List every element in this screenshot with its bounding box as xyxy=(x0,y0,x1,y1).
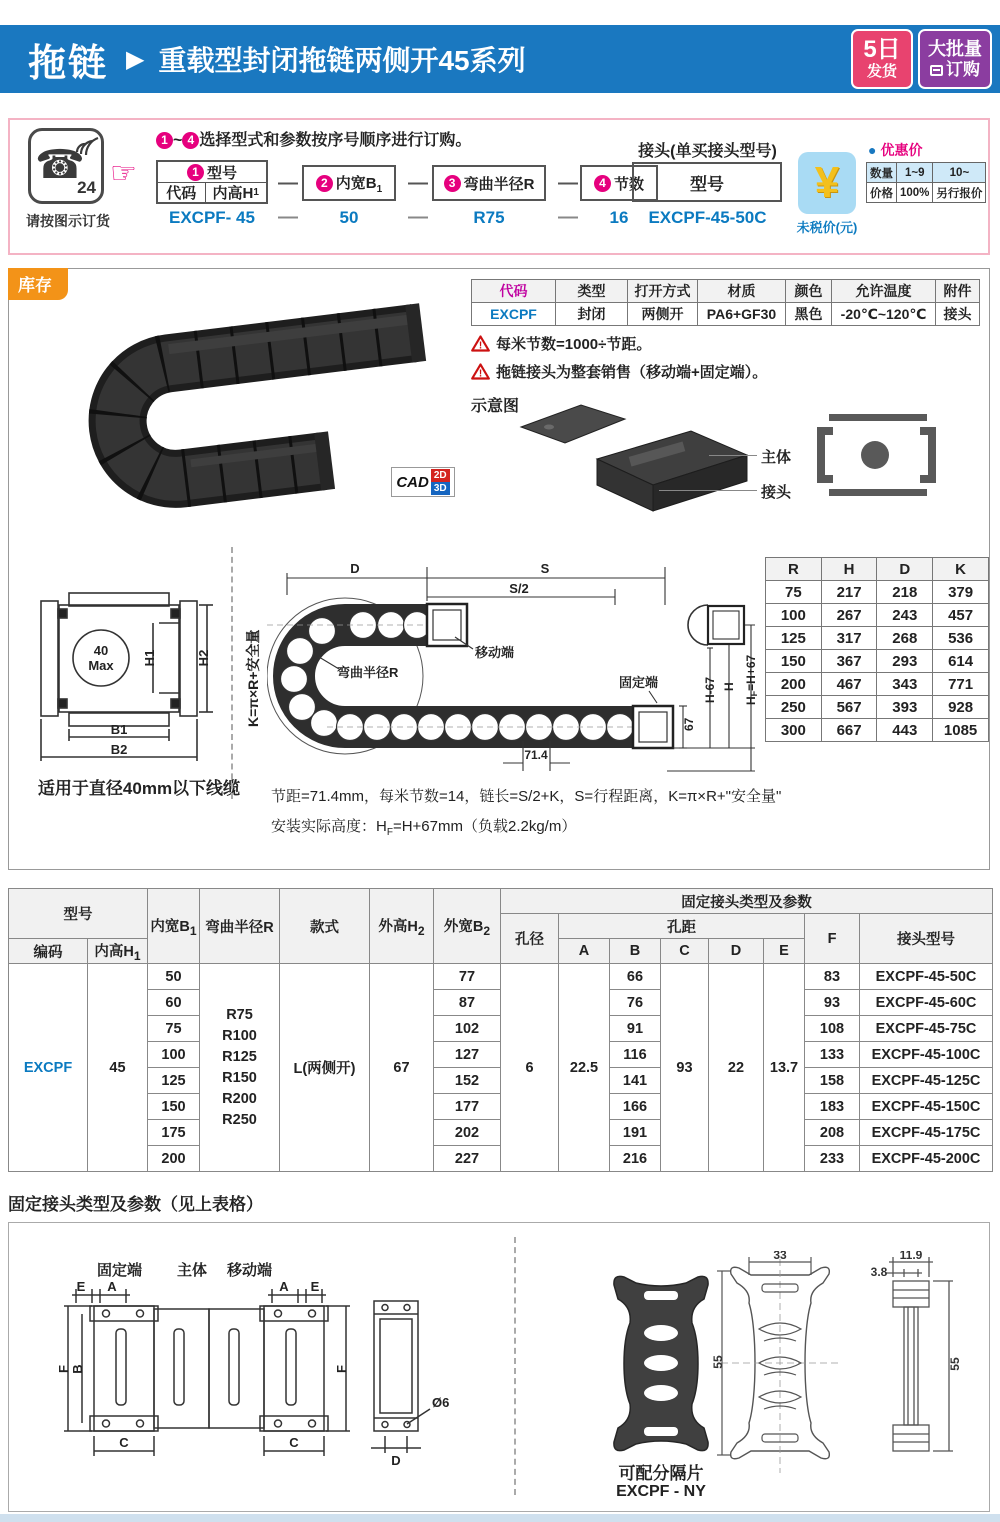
joint-model-value: EXCPF-45-50C xyxy=(648,208,767,227)
spec-v-acc: 接头 xyxy=(936,303,980,326)
product-photo xyxy=(24,293,454,515)
cad-3d-badge: 3D xyxy=(431,482,450,495)
svg-text:D: D xyxy=(350,561,360,576)
table-row: EXCPF 45 50 R75 R100 R125 R150 R200 R250 L(两侧开) 67 77 6 22.5 66 93 22 13.7 83 EXCPF-45-50C xyxy=(9,964,993,990)
order-by-diagram-caption: 请按图示订货 xyxy=(26,213,110,229)
svg-text:E: E xyxy=(76,1281,86,1294)
moving-end-label: 移动端 xyxy=(227,1262,273,1279)
step2-value: 50 xyxy=(339,208,359,227)
svg-text:!: ! xyxy=(478,340,483,352)
step3-value: R75 xyxy=(473,208,505,227)
svg-text:HF=H+67: HF=H+67 xyxy=(744,654,759,705)
arrow-icon: ▶ xyxy=(126,45,145,73)
promo-price-label: ● 优惠价 xyxy=(868,142,923,158)
svg-text:F: F xyxy=(56,1365,71,1373)
svg-text:B2: B2 xyxy=(110,742,128,757)
svg-text:C: C xyxy=(289,1435,299,1450)
table-row: 150 177 166 183 EXCPF-45-150C xyxy=(9,1094,993,1120)
svg-text:H: H xyxy=(722,682,736,691)
svg-text:移动端: 移动端 xyxy=(475,645,515,660)
spec-h-temp: 允许温度 xyxy=(832,280,936,303)
rhdk-row: 150 367 293 614 xyxy=(766,650,989,673)
svg-text:!: ! xyxy=(478,368,483,380)
spec-v-color: 黑色 xyxy=(786,303,832,326)
joint-drawings-panel xyxy=(8,1222,990,1512)
rhdk-row: 250 567 393 928 xyxy=(766,696,989,719)
bulk-badge-line1: 大批量 xyxy=(928,39,982,59)
step4-value: 16 xyxy=(609,208,629,227)
col-f: F xyxy=(805,914,860,964)
spec-v-code: EXCPF xyxy=(472,303,556,326)
svg-text:Max: Max xyxy=(88,658,114,673)
spec-h-open: 打开方式 xyxy=(628,280,698,303)
rhdk-row: 100 267 243 457 xyxy=(766,604,989,627)
dash-separator: — xyxy=(408,206,428,228)
separator-side-view xyxy=(857,1251,969,1481)
price-table xyxy=(866,162,986,203)
svg-text:C: C xyxy=(119,1435,129,1450)
warning-icon xyxy=(471,363,490,380)
cad-2d-badge: 2D xyxy=(431,469,450,482)
svg-text:55: 55 xyxy=(711,1355,725,1369)
warning-note-1: ! 每米节数=1000÷节距。 xyxy=(471,333,651,354)
table-row: 100 127 116 133 EXCPF-45-100C xyxy=(9,1042,993,1068)
divider-dashed xyxy=(514,1237,516,1495)
spec-v-open: 两侧开 xyxy=(628,303,698,326)
step2-width-box: 2 内宽$B_1$ xyxy=(302,165,396,201)
col-hole-pitch: 孔距 xyxy=(559,914,805,939)
col-hole-dia: 孔径 xyxy=(501,914,559,964)
svg-text:67: 67 xyxy=(682,717,696,731)
leader-line xyxy=(659,490,757,491)
step4-links-box: 4 节数 xyxy=(580,165,658,201)
ship-badge xyxy=(851,29,913,89)
svg-text:F: F xyxy=(334,1365,349,1373)
dash-separator: — xyxy=(278,206,298,228)
svg-text:H2: H2 xyxy=(196,649,211,667)
joint-section-header: 接头(单买接头型号) xyxy=(638,143,777,160)
rhdk-row: 300 667 443 1085 xyxy=(766,719,989,742)
schematic-title: 示意图 xyxy=(471,398,520,415)
cad-download-badge: CAD 2D 3D xyxy=(391,467,455,497)
bottom-section-title: 固定接头类型及参数（见上表格） xyxy=(8,1195,263,1214)
bullet-icon: ● xyxy=(868,142,877,158)
table-row: 125 152 141 158 EXCPF-45-125C xyxy=(9,1068,993,1094)
category-title: 拖链 xyxy=(28,42,109,85)
col-b1: 内宽$B_1$ xyxy=(148,889,200,964)
separator-front-view xyxy=(709,1251,854,1481)
page-title: 重载型封闭拖链两侧开45系列 xyxy=(158,45,526,76)
pen-icon xyxy=(930,65,943,76)
price-caption: 未税价(元) xyxy=(796,220,858,235)
warning-note-2: ! 拖链接头为整套销售（移动端+固定端）。 xyxy=(471,361,767,382)
svg-text:33: 33 xyxy=(773,1251,787,1262)
spec-h-acc: 附件 xyxy=(936,280,980,303)
col-a: A xyxy=(559,939,610,964)
rhdk-row: 125 317 268 536 xyxy=(766,627,989,650)
product-panel xyxy=(8,268,990,870)
bulk-order-badge xyxy=(918,29,992,89)
spec-table xyxy=(471,279,980,326)
bulk-badge-line2: 订购 xyxy=(920,60,990,80)
col-c: C xyxy=(661,939,709,964)
divider-dashed xyxy=(231,547,233,799)
svg-text:H1: H1 xyxy=(142,649,157,667)
svg-text:Ø6: Ø6 xyxy=(432,1395,450,1410)
series-code: EXCPF xyxy=(9,964,88,1172)
svg-text:E: E xyxy=(310,1281,320,1294)
chain-bend-diagram xyxy=(267,545,772,785)
col-joint-group: 固定接头类型及参数 xyxy=(501,889,993,914)
fixed-end-label: 固定端 xyxy=(97,1262,143,1279)
price-qty-header: 数量 xyxy=(867,163,897,183)
safety-margin-note: K=π×R+安全量 xyxy=(245,629,261,727)
rhdk-dimension-table: R H D K 75 217 218 379 100 267 243 457 125 317 268 536 150 367 293 614 200 467 343 771 250 567 393 928 300 667 443 1085 xyxy=(765,557,989,742)
rhdk-row: 75 217 218 379 xyxy=(766,581,989,604)
svg-text:40: 40 xyxy=(93,643,109,658)
svg-text:B1: B1 xyxy=(110,722,128,737)
pointing-hand-icon: ☞ xyxy=(110,157,137,190)
page-header xyxy=(0,25,1000,93)
cable-caption: 适用于直径40mm以下线缆 xyxy=(37,779,241,798)
svg-text:A: A xyxy=(107,1281,117,1294)
cross-section-drawing xyxy=(29,585,241,771)
spec-v-temp: -20℃~120℃ xyxy=(832,303,936,326)
svg-text:S/2: S/2 xyxy=(509,581,529,596)
col-model: 型号 xyxy=(9,889,148,939)
col-b2: 外宽$B_2$ xyxy=(434,889,501,964)
order-instruction: 1 ~ 4 选择型式和参数按序号顺序进行订购。 xyxy=(156,127,471,150)
order-guide-panel xyxy=(8,118,990,255)
table-row: 200 227 216 233 EXCPF-45-200C xyxy=(9,1146,993,1172)
price-price-header: 价格 xyxy=(867,183,897,203)
table-row: 75 102 91 108 EXCPF-45-75C xyxy=(9,1016,993,1042)
svg-text:D: D xyxy=(391,1453,401,1468)
spec-v-type: 封闭 xyxy=(556,303,628,326)
price-qty-range2: 10~ xyxy=(933,163,986,183)
radius-options: R75 R100 R125 R150 R200 R250 xyxy=(200,964,280,1172)
svg-text:A: A xyxy=(279,1281,289,1294)
joint-top-view-drawing xyxy=(809,409,944,501)
svg-text:55: 55 xyxy=(948,1357,962,1371)
schematic-body-label: 主体 xyxy=(761,449,792,466)
stock-badge: 库存 xyxy=(8,268,68,300)
col-b: B xyxy=(610,939,661,964)
formula-note-1: 节距=71.4mm，每米节数=14，链长=S/2+K，S=行程距离，K=π×R+"安全量" xyxy=(271,788,782,805)
phone-24-label: 24 xyxy=(77,178,96,197)
svg-text:3.8: 3.8 xyxy=(870,1265,888,1279)
step1-value: EXCPF- 45 xyxy=(169,208,255,227)
dash-separator: — xyxy=(278,172,298,194)
phone-24-icon xyxy=(28,128,104,204)
price-qty-range1: 1~9 xyxy=(897,163,933,183)
schematic-joint-label: 接头 xyxy=(761,484,792,501)
body-label: 主体 xyxy=(177,1262,208,1279)
col-h2: 外高$H_2$ xyxy=(370,889,434,964)
table-row: 60 87 76 93 EXCPF-45-60C xyxy=(9,990,993,1016)
col-e: E xyxy=(764,939,805,964)
step3-radius-box: 3 弯曲半径R xyxy=(432,165,546,201)
dash-separator: — xyxy=(558,172,578,194)
spec-h-material: 材质 xyxy=(698,280,786,303)
col-h1: 内高$H_1$ xyxy=(88,939,148,964)
telephone-icon: ☎ xyxy=(35,143,85,187)
spec-h-code: 代码 xyxy=(472,280,556,303)
col-d: D xyxy=(709,939,764,964)
joint-dimension-drawing xyxy=(34,1281,479,1486)
dash-separator: — xyxy=(408,172,428,194)
price-value1: 100% xyxy=(897,183,933,203)
rhdk-row: 200 467 343 771 xyxy=(766,673,989,696)
col-radius: 弯曲半径R xyxy=(200,889,280,964)
svg-text:固定端: 固定端 xyxy=(619,675,659,690)
svg-text:H-67: H-67 xyxy=(703,676,717,703)
price-value2: 另行报价 xyxy=(933,183,986,203)
separator-caption: 可配分隔片 xyxy=(618,1464,704,1483)
col-joint-model: 接头型号 xyxy=(860,914,993,964)
spec-h-color: 颜色 xyxy=(786,280,832,303)
separator-photo xyxy=(604,1271,719,1456)
svg-text:11.9: 11.9 xyxy=(899,1251,923,1262)
exploded-view-drawing xyxy=(509,397,759,515)
dash-separator: — xyxy=(558,206,578,228)
separator-model: EXCPF - NY xyxy=(616,1483,706,1500)
svg-text:B: B xyxy=(70,1364,85,1374)
spec-v-material: PA6+GF30 xyxy=(698,303,786,326)
spec-h-type: 类型 xyxy=(556,280,628,303)
col-code: 编码 xyxy=(9,939,88,964)
table-row: 175 202 191 208 EXCPF-45-175C xyxy=(9,1120,993,1146)
svg-text:S: S xyxy=(540,561,550,576)
yen-price-icon: ¥ xyxy=(798,152,856,214)
step1-model-box: 1 型号 代码 内高H 1 xyxy=(156,160,268,204)
ship-badge-text: 发货 xyxy=(866,63,897,80)
joint-model-box: 型号 xyxy=(632,162,782,202)
signal-waves-icon xyxy=(73,134,99,156)
page-bottom-strip xyxy=(0,1514,1000,1522)
formula-note-2: 安装实际高度：$H_F=H+67mm$（负载2.2kg/m） xyxy=(271,818,577,838)
col-style: 款式 xyxy=(280,889,370,964)
parameter-table xyxy=(8,888,993,1172)
ship-badge-days: 5日 xyxy=(863,36,901,63)
leader-line xyxy=(709,455,757,456)
warning-icon xyxy=(471,335,490,352)
svg-text:弯曲半径R: 弯曲半径R xyxy=(337,665,399,680)
svg-text:71.4: 71.4 xyxy=(524,748,548,762)
